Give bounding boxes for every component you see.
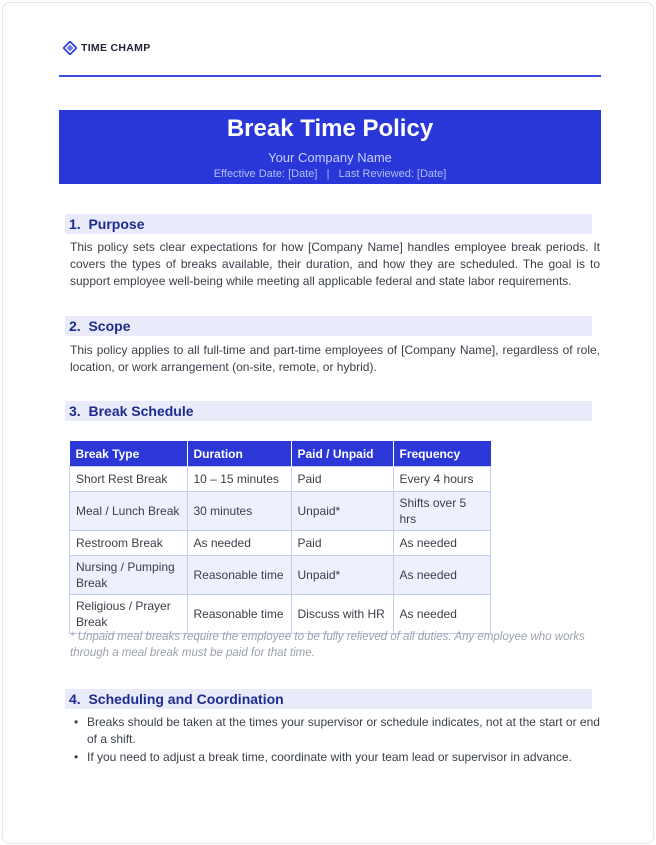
page-title: Break Time Policy bbox=[226, 115, 434, 142]
title-banner bbox=[59, 110, 601, 184]
section-title: Scheduling and Coordination bbox=[88, 691, 284, 707]
table-row bbox=[70, 492, 491, 531]
table-cell: Shifts over 5 hrs bbox=[393, 492, 491, 531]
section-number: 4. bbox=[69, 691, 81, 707]
section-title: Purpose bbox=[88, 216, 145, 232]
section-heading-scheduling bbox=[65, 689, 592, 709]
time-champ-logo-icon bbox=[63, 41, 77, 55]
column-header: Frequency bbox=[393, 441, 491, 467]
section-heading-break-schedule bbox=[65, 401, 592, 421]
section-title: Break Schedule bbox=[88, 403, 194, 419]
table-row bbox=[70, 556, 491, 595]
policy-dates bbox=[59, 168, 601, 180]
effective-date: Effective Date: [Date] bbox=[213, 168, 318, 180]
table-row bbox=[70, 467, 491, 492]
date-separator: | bbox=[326, 168, 330, 180]
table-cell: Short Rest Break bbox=[70, 467, 188, 492]
list-item: • Breaks should be taken at the times your supervisor or schedule indicates, not at the start or end of a shift. bbox=[70, 714, 600, 748]
scope-text: This policy applies to all full-time and part-time employees of [Company Name], regardless of role, location, or work arrangement (on-site, remote, or hybrid). bbox=[70, 343, 600, 374]
table-footnote: * Unpaid meal breaks require the employee to be fully relieved of all duties. Any employee who works through a meal break must be paid for that time. bbox=[70, 631, 585, 659]
table-cell: As needed bbox=[393, 595, 491, 634]
table-row bbox=[70, 595, 491, 634]
column-header: Break Type bbox=[70, 441, 188, 467]
document-page bbox=[2, 2, 654, 844]
table-cell: Meal / Lunch Break bbox=[70, 492, 188, 531]
table-cell: Paid bbox=[291, 531, 393, 556]
list-item: • If you need to adjust a break time, coordinate with your team lead or supervisor in advance. bbox=[70, 749, 600, 766]
section-heading-scope bbox=[65, 316, 592, 336]
table-cell: Nursing / Pumping Break bbox=[70, 556, 188, 595]
section-number: 3. bbox=[69, 403, 81, 419]
company-name: Your Company Name bbox=[268, 150, 392, 165]
section-number: 2. bbox=[69, 318, 81, 334]
table-cell: As needed bbox=[393, 556, 491, 595]
table-cell: 10 – 15 minutes bbox=[187, 467, 291, 492]
table-cell: Paid bbox=[291, 467, 393, 492]
table-cell: Reasonable time bbox=[187, 556, 291, 595]
section-number: 1. bbox=[69, 216, 81, 232]
column-header: Duration bbox=[187, 441, 291, 467]
table-cell: 30 minutes bbox=[187, 492, 291, 531]
table-header-row bbox=[70, 441, 491, 467]
table-cell: As needed bbox=[187, 531, 291, 556]
table-cell: Religious / Prayer Break bbox=[70, 595, 188, 634]
section-title: Scope bbox=[88, 318, 131, 334]
scheduling-list bbox=[70, 714, 600, 767]
table-cell: Reasonable time bbox=[187, 595, 291, 634]
brand-name: TIME CHAMP bbox=[81, 42, 151, 54]
table-cell: Discuss with HR bbox=[291, 595, 393, 634]
section-heading-purpose bbox=[65, 214, 592, 234]
table-cell: As needed bbox=[393, 531, 491, 556]
last-reviewed-date: Last Reviewed: [Date] bbox=[338, 168, 447, 180]
table-cell: Unpaid* bbox=[291, 492, 393, 531]
table-cell: Every 4 hours bbox=[393, 467, 491, 492]
column-header: Paid / Unpaid bbox=[291, 441, 393, 467]
table-cell: Restroom Break bbox=[70, 531, 188, 556]
table-row bbox=[70, 531, 491, 556]
header-divider bbox=[59, 75, 601, 77]
break-schedule-table bbox=[69, 441, 491, 634]
table-cell: Unpaid* bbox=[291, 556, 393, 595]
purpose-text: This policy sets clear expectations for how [Company Name] handles employee break periods. It covers the types of breaks available, their duration, and how they are scheduled. The goal is to support employee well-being while meeting all applicable federal and state labor requirements. bbox=[70, 240, 600, 288]
brand-logo bbox=[63, 41, 151, 55]
